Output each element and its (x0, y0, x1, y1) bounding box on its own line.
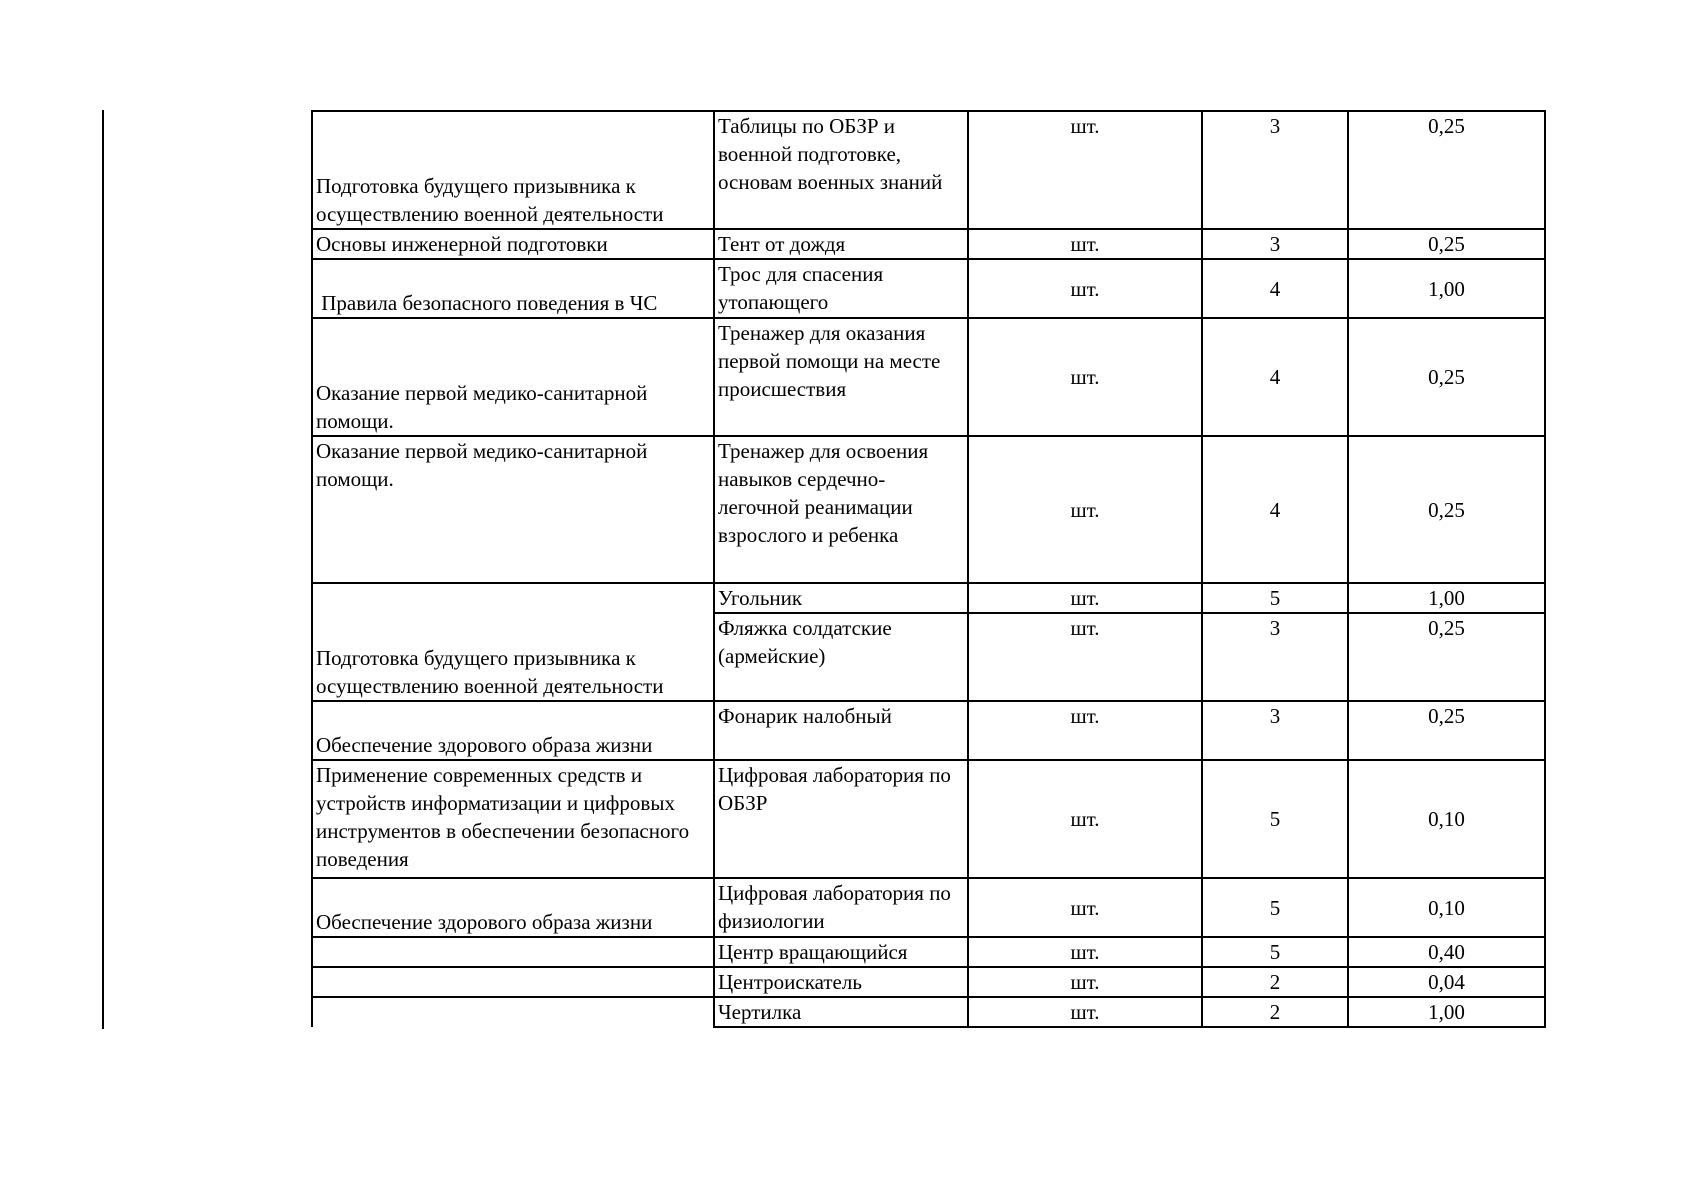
unit-cell: шт. (968, 878, 1202, 937)
table-row (312, 967, 1545, 997)
table-row (312, 878, 1545, 937)
unit-cell: шт. (968, 318, 1202, 436)
table-row (312, 997, 1545, 1027)
topic-cell: Подготовка будущего призывника к осуществлению военной деятельности (312, 111, 714, 229)
table-row (312, 937, 1545, 967)
quantity-cell: 2 (1202, 967, 1348, 997)
quantity-cell: 3 (1202, 613, 1348, 701)
unit-cell: шт. (968, 436, 1202, 583)
item-cell: Тренажер для освоения навыков сердечно-легочной реанимации взрослого и ребенка (714, 436, 968, 583)
topic-cell: Применение современных средств и устройств информатизации и цифровых инструментов в обеспечении безопасного поведения (312, 760, 714, 878)
item-cell: Чертилка (714, 997, 968, 1027)
coefficient-cell: 0,25 (1348, 701, 1545, 760)
unit-cell: шт. (968, 613, 1202, 701)
item-cell: Фонарик налобный (714, 701, 968, 760)
coefficient-cell: 0,25 (1348, 229, 1545, 259)
item-cell: Тент от дождя (714, 229, 968, 259)
topic-cell (312, 997, 714, 1027)
topic-cell: Основы инженерной подготовки (312, 229, 714, 259)
coefficient-cell: 1,00 (1348, 259, 1545, 318)
unit-cell: шт. (968, 937, 1202, 967)
topic-cell: Обеспечение здорового образа жизни (312, 701, 714, 760)
quantity-cell: 3 (1202, 229, 1348, 259)
coefficient-cell: 0,25 (1348, 318, 1545, 436)
coefficient-cell: 0,25 (1348, 613, 1545, 701)
quantity-cell: 5 (1202, 937, 1348, 967)
table-row (312, 259, 1545, 318)
coefficient-cell: 0,40 (1348, 937, 1545, 967)
unit-cell: шт. (968, 583, 1202, 613)
quantity-cell: 4 (1202, 318, 1348, 436)
table-row (312, 229, 1545, 259)
unit-cell: шт. (968, 229, 1202, 259)
item-cell: Цифровая лаборатория по физиологии (714, 878, 968, 937)
table-row (312, 318, 1545, 436)
table-row (312, 701, 1545, 760)
item-cell: Цифровая лаборатория по ОБЗР (714, 760, 968, 878)
unit-cell: шт. (968, 259, 1202, 318)
table-row (312, 111, 1545, 229)
margin-rule (102, 110, 104, 1029)
item-cell: Тренажер для оказания первой помощи на месте происшествия (714, 318, 968, 436)
quantity-cell: 2 (1202, 997, 1348, 1027)
item-cell: Трос для спасения утопающего (714, 259, 968, 318)
item-cell: Таблицы по ОБЗР и военной подготовке, основам военных знаний (714, 111, 968, 229)
coefficient-cell: 0,10 (1348, 878, 1545, 937)
quantity-cell: 5 (1202, 878, 1348, 937)
table-row (312, 583, 1545, 613)
topic-cell: Оказание первой медико-санитарной помощи. (312, 436, 714, 583)
quantity-cell: 5 (1202, 760, 1348, 878)
unit-cell: шт. (968, 701, 1202, 760)
table-row (312, 760, 1545, 878)
coefficient-cell: 1,00 (1348, 997, 1545, 1027)
topic-cell (312, 937, 714, 967)
coefficient-cell: 0,25 (1348, 436, 1545, 583)
coefficient-cell: 0,25 (1348, 111, 1545, 229)
topic-cell: Обеспечение здорового образа жизни (312, 878, 714, 937)
quantity-cell: 3 (1202, 701, 1348, 760)
equipment-table (311, 110, 1546, 1028)
quantity-cell: 3 (1202, 111, 1348, 229)
item-cell: Центр вращающийся (714, 937, 968, 967)
coefficient-cell: 0,04 (1348, 967, 1545, 997)
quantity-cell: 5 (1202, 583, 1348, 613)
item-cell: Центроискатель (714, 967, 968, 997)
coefficient-cell: 1,00 (1348, 583, 1545, 613)
unit-cell: шт. (968, 760, 1202, 878)
unit-cell: шт. (968, 997, 1202, 1027)
quantity-cell: 4 (1202, 436, 1348, 583)
topic-cell: Оказание первой медико-санитарной помощи. (312, 318, 714, 436)
topic-cell: Подготовка будущего призывника к осуществлению военной деятельности (312, 583, 714, 701)
table-row (312, 436, 1545, 583)
unit-cell: шт. (968, 111, 1202, 229)
topic-cell: Правила безопасного поведения в ЧС (312, 259, 714, 318)
quantity-cell: 4 (1202, 259, 1348, 318)
unit-cell: шт. (968, 967, 1202, 997)
item-cell: Фляжка солдатские (армейские) (714, 613, 968, 701)
item-cell: Угольник (714, 583, 968, 613)
coefficient-cell: 0,10 (1348, 760, 1545, 878)
topic-cell (312, 967, 714, 997)
